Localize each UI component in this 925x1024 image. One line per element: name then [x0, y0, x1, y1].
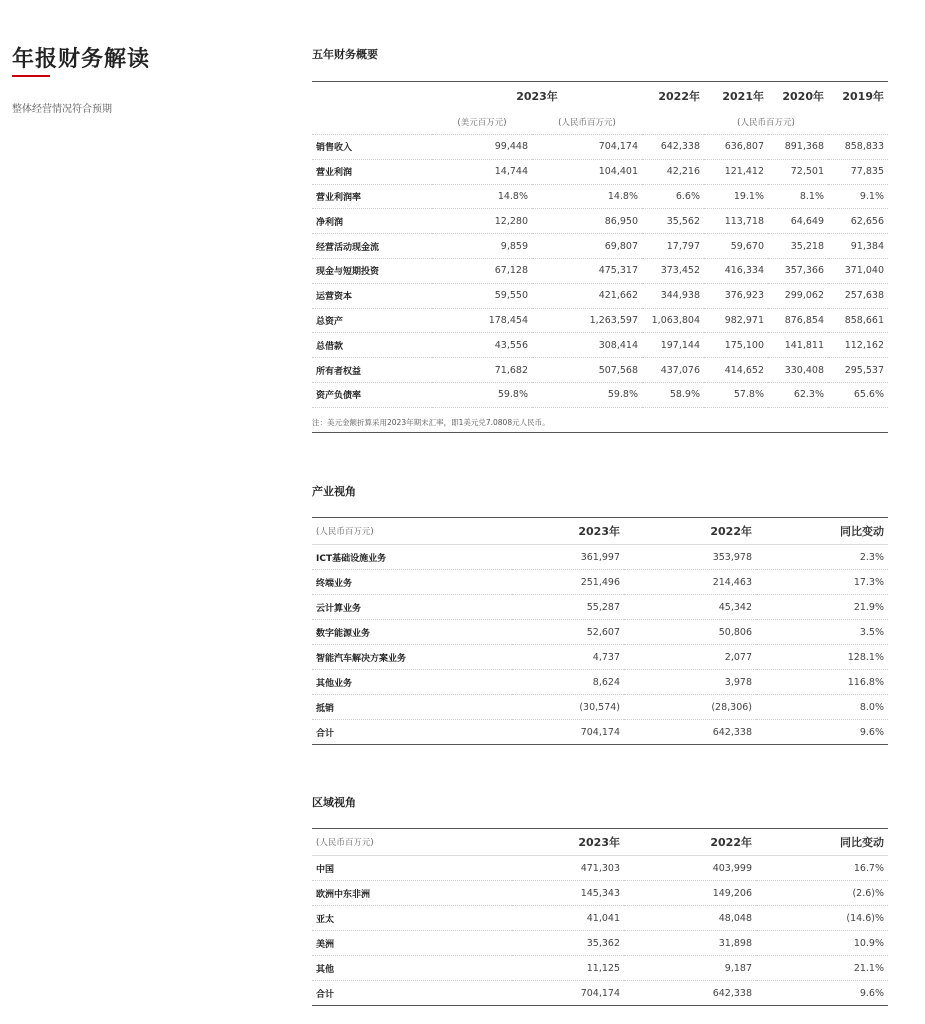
unit-rmb-hist: (人民币百万元) — [704, 110, 828, 135]
row-value: 55,287 — [512, 595, 624, 620]
row-value: 421,662 — [532, 283, 642, 308]
table-row — [312, 670, 888, 695]
row-value: 1,263,597 — [532, 308, 642, 333]
row-value: 214,463 — [624, 570, 756, 595]
row-value: 11,125 — [512, 956, 624, 981]
row-value: 16.7% — [756, 856, 888, 881]
row-value: 1,063,804 — [642, 308, 704, 333]
industry-unit: (人民币百万元) — [312, 518, 512, 545]
row-value: 197,144 — [642, 333, 704, 358]
region-header: 2022年 — [624, 829, 756, 856]
row-value: 876,854 — [768, 308, 828, 333]
row-label: 运营资本 — [312, 283, 432, 308]
row-value: 371,040 — [828, 258, 888, 283]
table-row — [312, 308, 888, 333]
row-value: 149,206 — [624, 881, 756, 906]
row-value: 299,062 — [768, 283, 828, 308]
row-value: 21.9% — [756, 595, 888, 620]
row-value: 50,806 — [624, 620, 756, 645]
row-label: 其他 — [312, 956, 512, 981]
row-value: (14.6)% — [756, 906, 888, 931]
row-value: 3.5% — [756, 620, 888, 645]
row-value: 416,334 — [704, 258, 768, 283]
row-label: 营业利润率 — [312, 184, 432, 209]
row-label: 数字能源业务 — [312, 620, 512, 645]
row-value: 31,898 — [624, 931, 756, 956]
row-label: 所有者权益 — [312, 358, 432, 383]
table-row — [312, 620, 888, 645]
table-row — [312, 358, 888, 383]
row-value: 12,280 — [432, 209, 532, 234]
industry-rows — [312, 545, 888, 745]
row-value: 178,454 — [432, 308, 532, 333]
row-value: 71,682 — [432, 358, 532, 383]
row-value: 251,496 — [512, 570, 624, 595]
page-subtitle: 整体经营情况符合预期 — [12, 104, 112, 115]
row-value: 72,501 — [768, 159, 828, 184]
region-section-title: 区域视角 — [312, 796, 356, 809]
five-year-section-title: 五年财务概要 — [312, 48, 378, 61]
row-value: 57.8% — [704, 382, 768, 407]
table-row — [312, 931, 888, 956]
table-row — [312, 720, 888, 745]
row-label: 销售收入 — [312, 135, 432, 160]
industry-header: 2023年 — [512, 518, 624, 545]
row-label: 美洲 — [312, 931, 512, 956]
row-value: 175,100 — [704, 333, 768, 358]
row-label: 合计 — [312, 720, 512, 745]
row-value: 65.6% — [828, 382, 888, 407]
table-row — [312, 595, 888, 620]
row-value: 69,807 — [532, 234, 642, 259]
row-value: 104,401 — [532, 159, 642, 184]
table-row — [312, 234, 888, 259]
row-value: 2.3% — [756, 545, 888, 570]
table-row — [312, 159, 888, 184]
table-row — [312, 570, 888, 595]
table-row — [312, 184, 888, 209]
row-value: (2.6)% — [756, 881, 888, 906]
table-row — [312, 856, 888, 881]
row-value: 642,338 — [642, 135, 704, 160]
row-label: 其他业务 — [312, 670, 512, 695]
year-header: 2023年 — [516, 89, 558, 103]
row-label: 欧洲中东非洲 — [312, 881, 512, 906]
row-value: 113,718 — [704, 209, 768, 234]
row-value: 86,950 — [532, 209, 642, 234]
row-label: 资产负债率 — [312, 382, 432, 407]
row-value: 642,338 — [624, 720, 756, 745]
row-value: 121,412 — [704, 159, 768, 184]
row-value: 704,174 — [512, 720, 624, 745]
table-row — [312, 258, 888, 283]
row-value: 58.9% — [642, 382, 704, 407]
row-value: (28,306) — [624, 695, 756, 720]
row-value: 21.1% — [756, 956, 888, 981]
row-value: 295,537 — [828, 358, 888, 383]
row-value: 62,656 — [828, 209, 888, 234]
region-header: 同比变动 — [756, 829, 888, 856]
row-value: 437,076 — [642, 358, 704, 383]
year-header: 2021年 — [722, 89, 764, 103]
row-value: 361,997 — [512, 545, 624, 570]
table-row — [312, 283, 888, 308]
table-row — [312, 881, 888, 906]
row-value: 8.0% — [756, 695, 888, 720]
region-header: 2023年 — [512, 829, 624, 856]
row-label: ICT基础设施业务 — [312, 545, 512, 570]
table-row — [312, 545, 888, 570]
row-value: 376,923 — [704, 283, 768, 308]
row-value: 257,638 — [828, 283, 888, 308]
row-value: 4,737 — [512, 645, 624, 670]
row-value: 704,174 — [532, 135, 642, 160]
row-value: 59,670 — [704, 234, 768, 259]
row-value: 9.6% — [756, 981, 888, 1006]
five-year-note: 注：美元金额折算采用2023年期末汇率，即1美元兑7.0808元人民币。 — [312, 418, 550, 427]
row-label: 总借款 — [312, 333, 432, 358]
row-value: 59.8% — [532, 382, 642, 407]
row-value: 6.6% — [642, 184, 704, 209]
year-header: 2020年 — [782, 89, 824, 103]
row-label: 云计算业务 — [312, 595, 512, 620]
row-label: 抵销 — [312, 695, 512, 720]
title-underline — [12, 75, 50, 77]
row-value: 414,652 — [704, 358, 768, 383]
unit-rmb: (人民币百万元) — [532, 110, 642, 135]
row-value: 9.1% — [828, 184, 888, 209]
row-value: 403,999 — [624, 856, 756, 881]
row-value: 99,448 — [432, 135, 532, 160]
row-value: 52,607 — [512, 620, 624, 645]
row-value: 507,568 — [532, 358, 642, 383]
row-value: 330,408 — [768, 358, 828, 383]
row-value: 373,452 — [642, 258, 704, 283]
table-row — [312, 209, 888, 234]
region-unit: (人民币百万元) — [312, 829, 512, 856]
row-value: 43,556 — [432, 333, 532, 358]
row-value: 77,835 — [828, 159, 888, 184]
row-value: 14,744 — [432, 159, 532, 184]
row-value: 112,162 — [828, 333, 888, 358]
row-value: 59.8% — [432, 382, 532, 407]
row-value: (30,574) — [512, 695, 624, 720]
row-label: 合计 — [312, 981, 512, 1006]
row-value: 704,174 — [512, 981, 624, 1006]
five-year-table — [312, 81, 888, 408]
row-value: 891,368 — [768, 135, 828, 160]
row-value: 141,811 — [768, 333, 828, 358]
row-value: 308,414 — [532, 333, 642, 358]
row-value: 2,077 — [624, 645, 756, 670]
table-row — [312, 645, 888, 670]
table-row — [312, 333, 888, 358]
row-label: 中国 — [312, 856, 512, 881]
five-year-rows — [312, 135, 888, 408]
row-label: 智能汽车解决方案业务 — [312, 645, 512, 670]
row-label: 总资产 — [312, 308, 432, 333]
industry-table — [312, 517, 888, 745]
row-label: 营业利润 — [312, 159, 432, 184]
row-value: 59,550 — [432, 283, 532, 308]
row-value: 42,216 — [642, 159, 704, 184]
row-value: 858,661 — [828, 308, 888, 333]
row-value: 475,317 — [532, 258, 642, 283]
row-label: 净利润 — [312, 209, 432, 234]
row-value: 344,938 — [642, 283, 704, 308]
year-header: 2019年 — [842, 89, 884, 103]
note-divider — [312, 432, 888, 433]
row-value: 45,342 — [624, 595, 756, 620]
page-title: 年报财务解读 — [12, 47, 151, 72]
table-row — [312, 956, 888, 981]
table-row — [312, 981, 888, 1006]
row-value: 9,859 — [432, 234, 532, 259]
row-value: 642,338 — [624, 981, 756, 1006]
row-value: 14.8% — [532, 184, 642, 209]
row-label: 经营活动现金流 — [312, 234, 432, 259]
row-value: 353,978 — [624, 545, 756, 570]
table-row — [312, 695, 888, 720]
row-value: 145,343 — [512, 881, 624, 906]
row-value: 3,978 — [624, 670, 756, 695]
industry-section-title: 产业视角 — [312, 485, 356, 498]
row-value: 35,218 — [768, 234, 828, 259]
row-value: 9.6% — [756, 720, 888, 745]
row-value: 17,797 — [642, 234, 704, 259]
unit-usd: (美元百万元) — [432, 110, 532, 135]
row-value: 128.1% — [756, 645, 888, 670]
table-row — [312, 382, 888, 407]
row-value: 858,833 — [828, 135, 888, 160]
row-value: 8.1% — [768, 184, 828, 209]
table-row — [312, 906, 888, 931]
row-label: 终端业务 — [312, 570, 512, 595]
year-header: 2022年 — [658, 89, 700, 103]
region-rows — [312, 856, 888, 1006]
row-value: 636,807 — [704, 135, 768, 160]
row-value: 14.8% — [432, 184, 532, 209]
row-value: 19.1% — [704, 184, 768, 209]
industry-header: 同比变动 — [756, 518, 888, 545]
table-row — [312, 135, 888, 160]
row-value: 17.3% — [756, 570, 888, 595]
row-value: 41,041 — [512, 906, 624, 931]
row-label: 现金与短期投资 — [312, 258, 432, 283]
industry-header: 2022年 — [624, 518, 756, 545]
row-value: 8,624 — [512, 670, 624, 695]
row-value: 91,384 — [828, 234, 888, 259]
row-value: 116.8% — [756, 670, 888, 695]
row-value: 10.9% — [756, 931, 888, 956]
row-value: 48,048 — [624, 906, 756, 931]
row-value: 357,366 — [768, 258, 828, 283]
row-value: 9,187 — [624, 956, 756, 981]
row-value: 67,128 — [432, 258, 532, 283]
row-value: 982,971 — [704, 308, 768, 333]
row-value: 64,649 — [768, 209, 828, 234]
row-value: 35,362 — [512, 931, 624, 956]
region-table — [312, 828, 888, 1006]
row-label: 亚太 — [312, 906, 512, 931]
row-value: 35,562 — [642, 209, 704, 234]
row-value: 471,303 — [512, 856, 624, 881]
row-value: 62.3% — [768, 382, 828, 407]
